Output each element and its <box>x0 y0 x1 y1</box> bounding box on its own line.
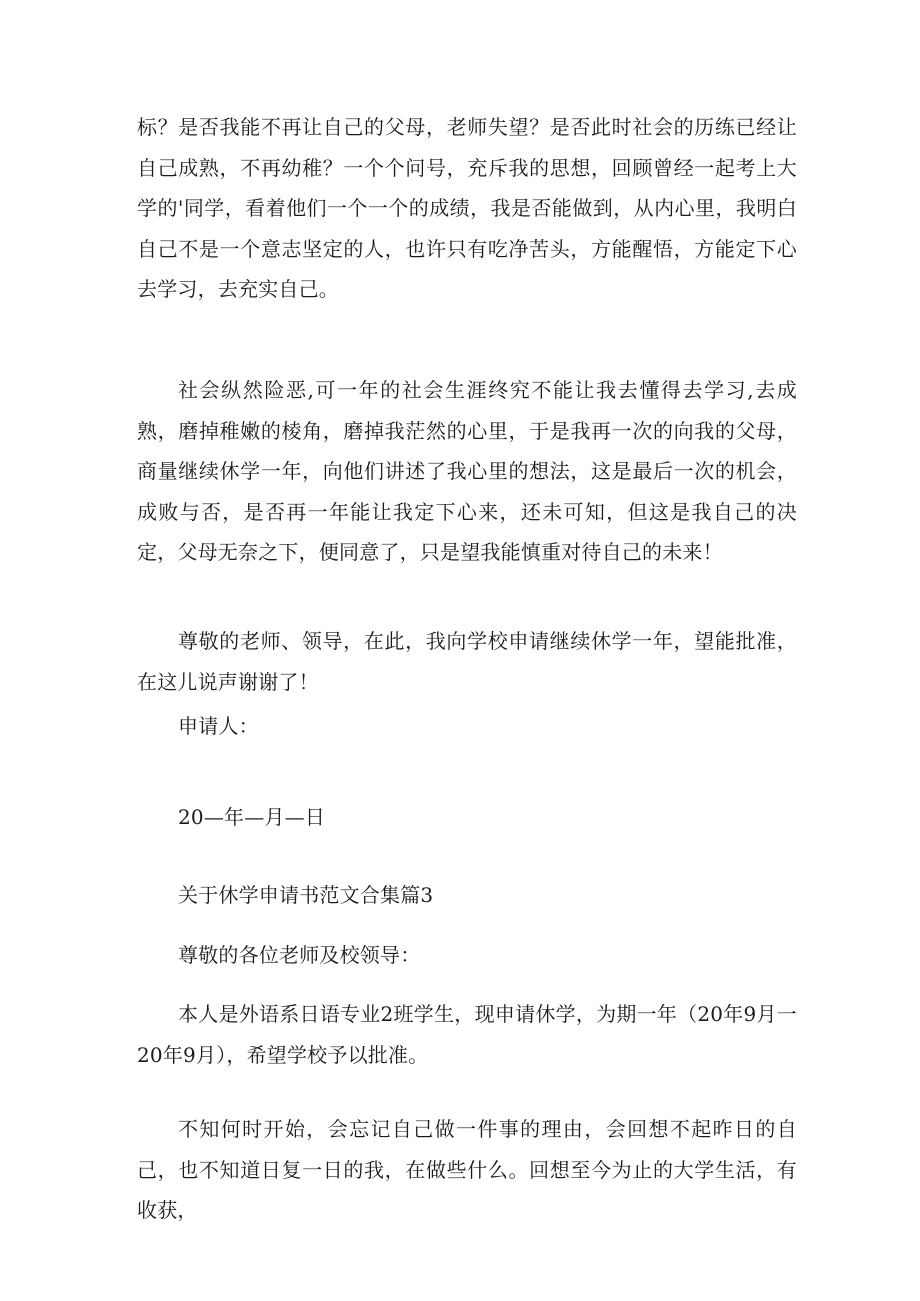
date-line: 20—年—月—日 <box>178 805 326 829</box>
paragraph-5: 不知何时开始，会忘记自己做一件事的理由，会回想不起昨日的自己，也不知道日复一日的我，在做些什么。回想至今为止的大学生活，有收获， <box>137 1117 797 1222</box>
section-title: 关于休学申请书范文合集篇3 <box>178 883 434 907</box>
applicant-line: 申请人： <box>178 714 259 738</box>
paragraph-4: 本人是外语系日语专业2班学生，现申请休学，为期一年（20年9月一20年9月），希望学校予以批准。 <box>137 1002 797 1067</box>
salutation: 尊敬的各位老师及校领导： <box>178 943 421 967</box>
paragraph-2: 社会纵然险恶,可一年的社会生涯终究不能让我去懂得去学习,去成熟，磨掉稚嫩的棱角，磨掉我茫然的心里，于是我再一次的向我的父母，商量继续休学一年，向他们讲述了我心里的想法，这是最后一次的机会，成败与否，是否再一年能让我定下心来，还未可知，但这是我自己的决定，父母无奈之下，便同意了，只是望我能慎重对待自己的未来！ <box>137 378 797 564</box>
paragraph-3: 尊敬的老师、领导，在此，我向学校申请继续休学一年，望能批准，在这儿说声谢谢了！ <box>137 629 797 694</box>
paragraph-1: 标？是否我能不再让自己的父母，老师失望？是否此时社会的历练已经让自己成熟，不再幼稚？一个个问号，充斥我的思想，回顾曾经一起考上大学的'同学，看着他们一个一个的成绩，我是否能做到，从内心里，我明白自己不是一个意志坚定的人，也许只有吃净苦头，方能醒悟，方能定下心去学习，去充实自己。 <box>137 115 797 301</box>
